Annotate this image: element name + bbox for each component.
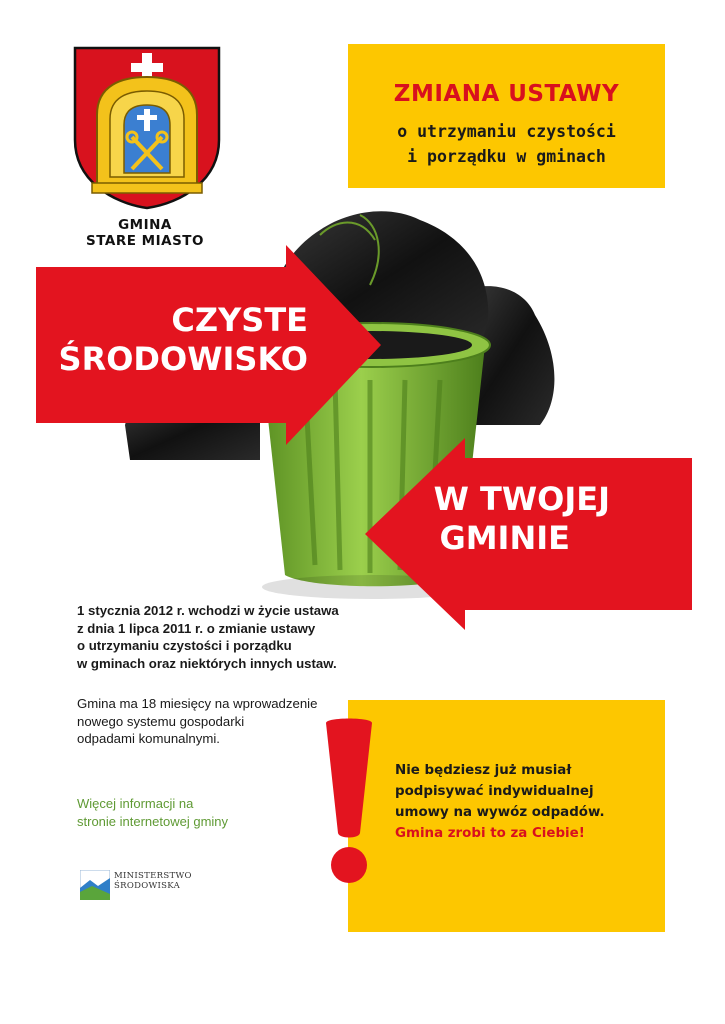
poster-subtitle-line2: i porządku w gminach <box>407 147 606 166</box>
exclamation-mark-icon <box>320 715 378 887</box>
notice-line: umowy na wywóz odpadów. <box>395 805 605 820</box>
law-intro-line: o utrzymaniu czystości i porządku <box>77 638 292 653</box>
law-detail-line: odpadami komunalnymi. <box>77 731 220 746</box>
arrow-text-line3: W TWOJEJ <box>433 480 610 518</box>
ministry-name <box>114 871 192 891</box>
title-box <box>348 44 665 188</box>
law-intro-line: 1 stycznia 2012 r. wchodzi w życie ustawa <box>77 603 339 618</box>
arrow-text-line2: ŚRODOWISKO <box>58 340 308 378</box>
law-intro-line: w gminach oraz niektórych innych ustaw. <box>77 655 337 671</box>
law-detail-line: Gmina ma 18 miesięcy na wprowadzenie <box>77 696 318 711</box>
law-intro-text <box>77 602 339 672</box>
notice-line: Nie będziesz już musiał <box>395 763 572 778</box>
law-detail-line: nowego systemu gospodarki <box>77 713 245 729</box>
more-info-text <box>77 795 228 830</box>
municipality-name-line2: STARE MIASTO <box>86 233 204 249</box>
notice-box <box>348 700 665 932</box>
ministry-name-line1: MINISTERSTWO <box>114 871 192 881</box>
municipality-name-line1: GMINA <box>118 217 172 233</box>
poster-title: ZMIANA USTAWY <box>393 81 620 107</box>
more-info-line: stronie internetowej gminy <box>77 813 229 829</box>
arrow-text-line1: CZYSTE <box>171 301 308 339</box>
notice-line: podpisywać indywidualnej <box>395 784 594 799</box>
law-detail-text <box>77 695 317 748</box>
notice-highlight: Gmina zrobi to za Ciebie! <box>395 826 585 841</box>
notice-text <box>395 760 605 844</box>
ministry-logo-icon <box>80 870 110 900</box>
poster-subtitle-line1: o utrzymaniu czystości <box>397 122 616 141</box>
arrow-text-line4: GMINIE <box>439 519 570 557</box>
more-info-line: Więcej informacji na <box>77 796 194 811</box>
ministry-name-line2: ŚRODOWISKA <box>114 881 181 891</box>
coat-of-arms-icon <box>72 45 222 210</box>
law-intro-line: z dnia 1 lipca 2011 r. o zmianie ustawy <box>77 620 316 636</box>
